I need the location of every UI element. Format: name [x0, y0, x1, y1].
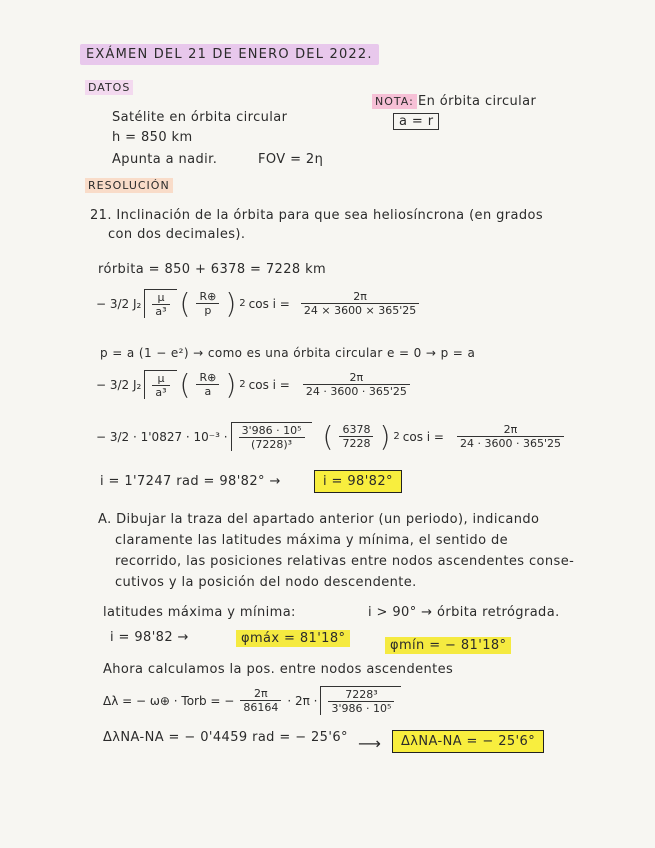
latitudes-label: latitudes máxima y mínima:	[103, 605, 296, 620]
datos-line-3: Apunta a nadir.	[112, 152, 218, 167]
inclination-result: i = 1'7247 rad = 98'82° →	[100, 474, 281, 489]
phi-max: φmáx = 81'18°	[236, 630, 350, 647]
delta-lambda-boxed: ΔλNA-NA = − 25'6°	[392, 730, 544, 753]
ahora-line: Ahora calculamos la pos. entre nodos ascendentes	[103, 662, 454, 677]
inclination-again: i = 98'82 →	[110, 630, 189, 645]
question-21-line-2: con dos decimales).	[108, 227, 246, 242]
question-a-line-2: claramente las latitudes máxima y mínima, el sentido de	[115, 533, 509, 548]
question-a-line-4: cutivos y la posición del nodo descendente.	[115, 575, 417, 590]
phi-min: φmín = − 81'18°	[385, 637, 511, 654]
nota-text: En órbita circular	[418, 94, 537, 109]
orbit-radius: rórbita = 850 + 6378 = 7228 km	[98, 262, 327, 277]
equation-2: − 3/2 J₂ $\frac{\mu}{\text{a³}}$ ( $\frac{R\oplus}{a}$ ) 2 cos i = $\frac{2\pi}{24 \cdot 3600 \cdot 365'25}$	[96, 368, 413, 401]
datos-fov: FOV = 2η	[258, 152, 324, 167]
eq1-cos: cos i =	[248, 296, 290, 311]
page-title: EXÁMEN DEL 21 DE ENERO DEL 2022.	[80, 44, 379, 65]
inclination-boxed: i = 98'82°	[314, 470, 402, 493]
question-a-line-1: A. Dibujar la traza del apartado anterior (un periodo), indicando	[98, 512, 540, 527]
eq1-coef: − 3/2 J₂	[96, 296, 142, 311]
delta-lambda-equation: Δλ = − ω⊕ · Torb = − $\frac{2\pi}{86164}$ · 2π · $\frac{\text{7228³}}{\text{3'986 · 10⁵}}$	[103, 686, 401, 715]
retrograde-note: i > 90° → órbita retrógrada.	[368, 605, 560, 620]
equation-3: − 3/2 · 1'0827 · 10⁻³ · $\frac{\text{3'986 · 10⁵}}{\text{(7228)³}}$ ( $\frac{6378}{7228}$ ) 2 cos i = $\frac{2\pi}{24 \cdot 3600 \cdot 365'25}$	[96, 420, 567, 453]
eq1-sqrt: $\frac{\mu}{\text{a³}}$	[144, 289, 176, 318]
eq1-paren-frac: $\frac{R\oplus}{p}$	[196, 290, 219, 317]
arrow-icon: ⟶	[358, 734, 382, 753]
datos-heading: DATOS	[85, 80, 133, 95]
datos-line-2: h = 850 km	[112, 130, 193, 145]
nota-formula: a = r	[393, 113, 439, 130]
p-line: p = a (1 − e²) → como es una órbita circular e = 0 → p = a	[100, 346, 476, 360]
question-21-line-1: 21. Inclinación de la órbita para que sea heliosíncrona (en grados	[90, 208, 544, 223]
datos-line-1: Satélite en órbita circular	[112, 110, 288, 125]
eq1-rhs: $\frac{2\pi}{24 \times 3600 \times 365'25}$	[301, 290, 419, 317]
delta-lambda-na: ΔλNA-NA = − 0'4459 rad = − 25'6°	[103, 730, 348, 745]
equation-1: − 3/2 J₂ $\frac{\mu}{\text{a³}}$ ( $\frac{R\oplus}{p}$ ) 2 cos i = $\frac{2\pi}{24 \times 3600 \times 365'25}$	[96, 287, 422, 320]
question-a-line-3: recorrido, las posiciones relativas entre nodos ascendentes conse-	[115, 554, 575, 569]
nota-label: NOTA:	[372, 94, 417, 109]
resolucion-heading: RESOLUCIÓN	[85, 178, 173, 193]
